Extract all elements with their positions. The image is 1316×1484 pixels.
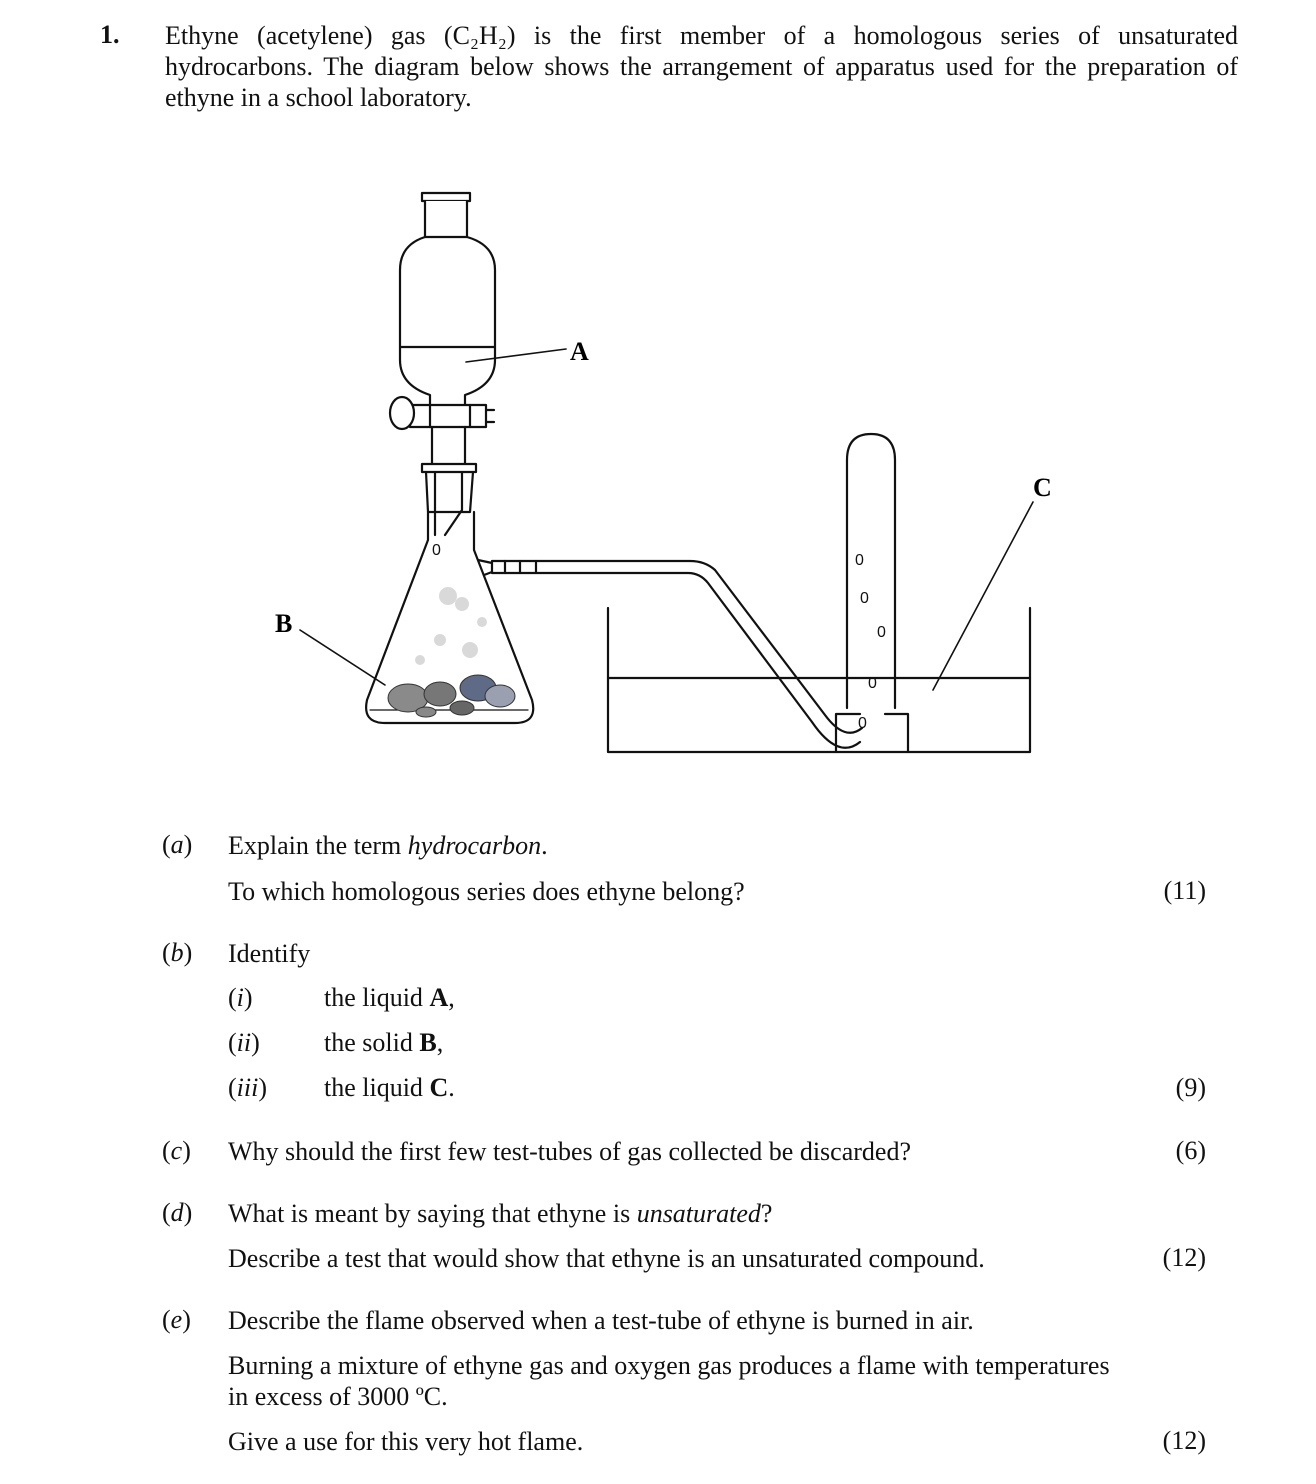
intro-line-1: Ethyne (acetylene) gas (C₂H₂) is the first member of a homologous series of unsaturated [165,21,1238,50]
part-b-label: (b) [162,938,193,967]
bubble-1: 0 [855,552,864,569]
part-d-line-2: Describe a test that would show that ethyne is an unsaturated compound. [228,1244,985,1273]
dropping-funnel [400,237,495,405]
part-b-iii-text: the liquid C. [324,1073,455,1102]
part-e-label: (e) [162,1305,191,1334]
gas-haze [415,587,487,665]
part-e-line-2b: in excess of 3000 ºC. [228,1382,448,1411]
bubble-funnel: 0 [432,542,441,559]
part-b-i-text: the liquid A, [324,983,455,1012]
pointer-b [300,630,385,685]
part-a-line-1: Explain the term hydrocarbon. [228,831,548,860]
part-c-mark: (6) [1175,1136,1206,1165]
part-b-ii-text: the solid B, [324,1028,444,1057]
part-b-i-label: (i) [228,983,253,1012]
delivery-tube [536,561,862,748]
diagram-label-c: C [1033,473,1052,502]
part-a-line-2: To which homologous series does ethyne belong? [228,877,745,906]
part-d-mark: (12) [1162,1243,1206,1272]
part-e-line-1: Describe the flame observed when a test-tube of ethyne is burned in air. [228,1306,974,1335]
pointer-a [466,349,566,362]
part-d-line-1: What is meant by saying that ethyne is unsaturated? [228,1199,773,1228]
side-arm-connector [492,561,536,573]
bubble-4: 0 [868,675,877,692]
part-e-mark: (12) [1162,1426,1206,1455]
intro-line-2: hydrocarbons. The diagram below shows the arrangement of apparatus used for the preparation of [165,52,1238,81]
stopcock [390,397,494,429]
intro-line-3: ethyne in a school laboratory. [165,83,472,112]
part-b-ii-label: (ii) [228,1028,260,1057]
part-c-label: (c) [162,1136,191,1165]
solid-b-lumps [388,675,515,717]
question-number: 1. [100,20,120,49]
part-e-line-2a: Burning a mixture of ethyne gas and oxygen gas produces a flame with temperatures [228,1351,1110,1380]
bubble-3: 0 [877,624,886,641]
funnel-stem [432,427,465,535]
part-a-mark: (11) [1163,876,1206,905]
part-e-line-3: Give a use for this very hot flame. [228,1427,584,1456]
diagram-label-a: A [570,337,589,366]
part-d-label: (d) [162,1198,193,1227]
part-a-label: (a) [162,830,193,859]
bubble-2: 0 [860,590,869,607]
part-b-iii-label: (iii) [228,1073,268,1102]
bubble-5: 0 [858,715,867,732]
diagram-label-b: B [275,609,293,638]
collection-test-tube [847,434,895,708]
part-c-text: Why should the first few test-tubes of gas collected be discarded? [228,1137,911,1166]
part-b-mark: (9) [1175,1073,1206,1102]
pointer-c [933,502,1033,690]
part-b-intro: Identify [228,939,311,968]
funnel-stopper [422,193,470,237]
flask-stopper [422,464,476,512]
